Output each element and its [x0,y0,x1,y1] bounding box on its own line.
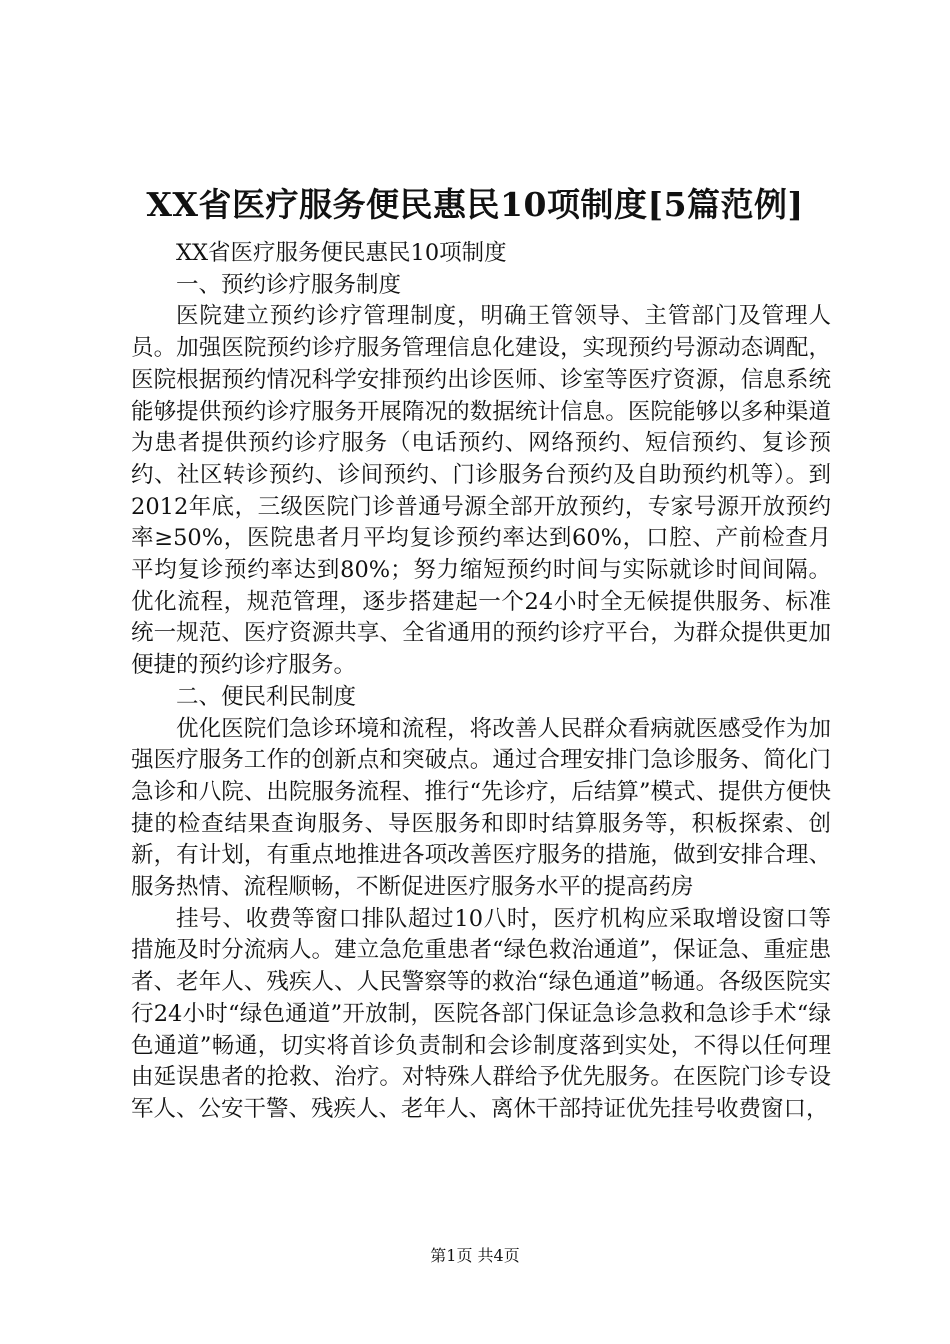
page-footer: 第1页 共4页 [430,1246,520,1265]
section1-heading: 一、预约诊疗服务制度 [176,271,402,298]
document-title: XX省医疗服务便民惠民10项制度[5篇范例] [146,185,804,224]
document-body [131,238,831,1126]
section2-paragraph-1: 优化医院们急诊环境和流程，将改善人民群众看病就医感受作为加强医疗服务工作的创新点和突破点。通过合理安排门急诊服务、简化门急诊和八院、出院服务流程、推行“先诊疗，后结算”模式、提供方便快捷的检查结果查询服务、导医服务和即时结算服务等，积板探索、创新，有计划，有重点地推进各项改善医疗服务的措施，做到安排合理、服务热情、流程顺畅，不断促进医疗服务水平的提高药房 [131,715,831,901]
section2-paragraph-2: 挂号、收费等窗口排队超过10八时，医疗机构应采取增设窗口等措施及时分流病人。建立急危重患者“绿色救治通道”，保证急、重症患者、老年人、残疾人、人民警察等的救治“绿色通道”畅通。各级医院实行24小时“绿色通道”开放制，医院各部门保证急诊急救和急诊手术“绿色通道”畅通，切实将首诊负责制和会诊制度落到实处，不得以任何理由延误患者的抢救、治疗。对特殊人群给予优先服务。在医院门诊专设军人、公安干警、残疾人、老年人、离休干部持证优先挂号收费窗口， [131,905,831,1122]
section2-heading: 二、便民利民制度 [176,683,357,710]
document-subtitle: XX省医疗服务便民惠民10项制度 [176,240,507,266]
section1-paragraph: 医院建立预约诊疗管理制度，明确王管领导、主管部门及管理人员。加强医院预约诊疗服务管理信息化建设，实现预约号源动态调配，医院根据预约情况科学安排预约出诊医师、诊室等医疗资源，信息系统能够提供预约诊疗服务开展隋况的数据统计信息。医院能够以多种渠道为患者提供预约诊疗服务（电话预约、网络预约、短信预约、复诊预约、社区转诊预约、诊间预约、门诊服务台预约及自助预约机等）。到2012年底，三级医院门诊普通号源全部开放预约，专家号源开放预约率≥50%，医院患者月平均复诊预约率达到60%，口腔、产前检查月平均复诊预约率达到80%；努力缩短预约时间与实际就诊时间间隔。优化流程，规范管理，逐步搭建起一个24小时全无候提供服务、标准统一规范、医疗资源共享、全省通用的预约诊疗平台，为群众提供更加便捷的预约诊疗服务。 [131,303,831,679]
